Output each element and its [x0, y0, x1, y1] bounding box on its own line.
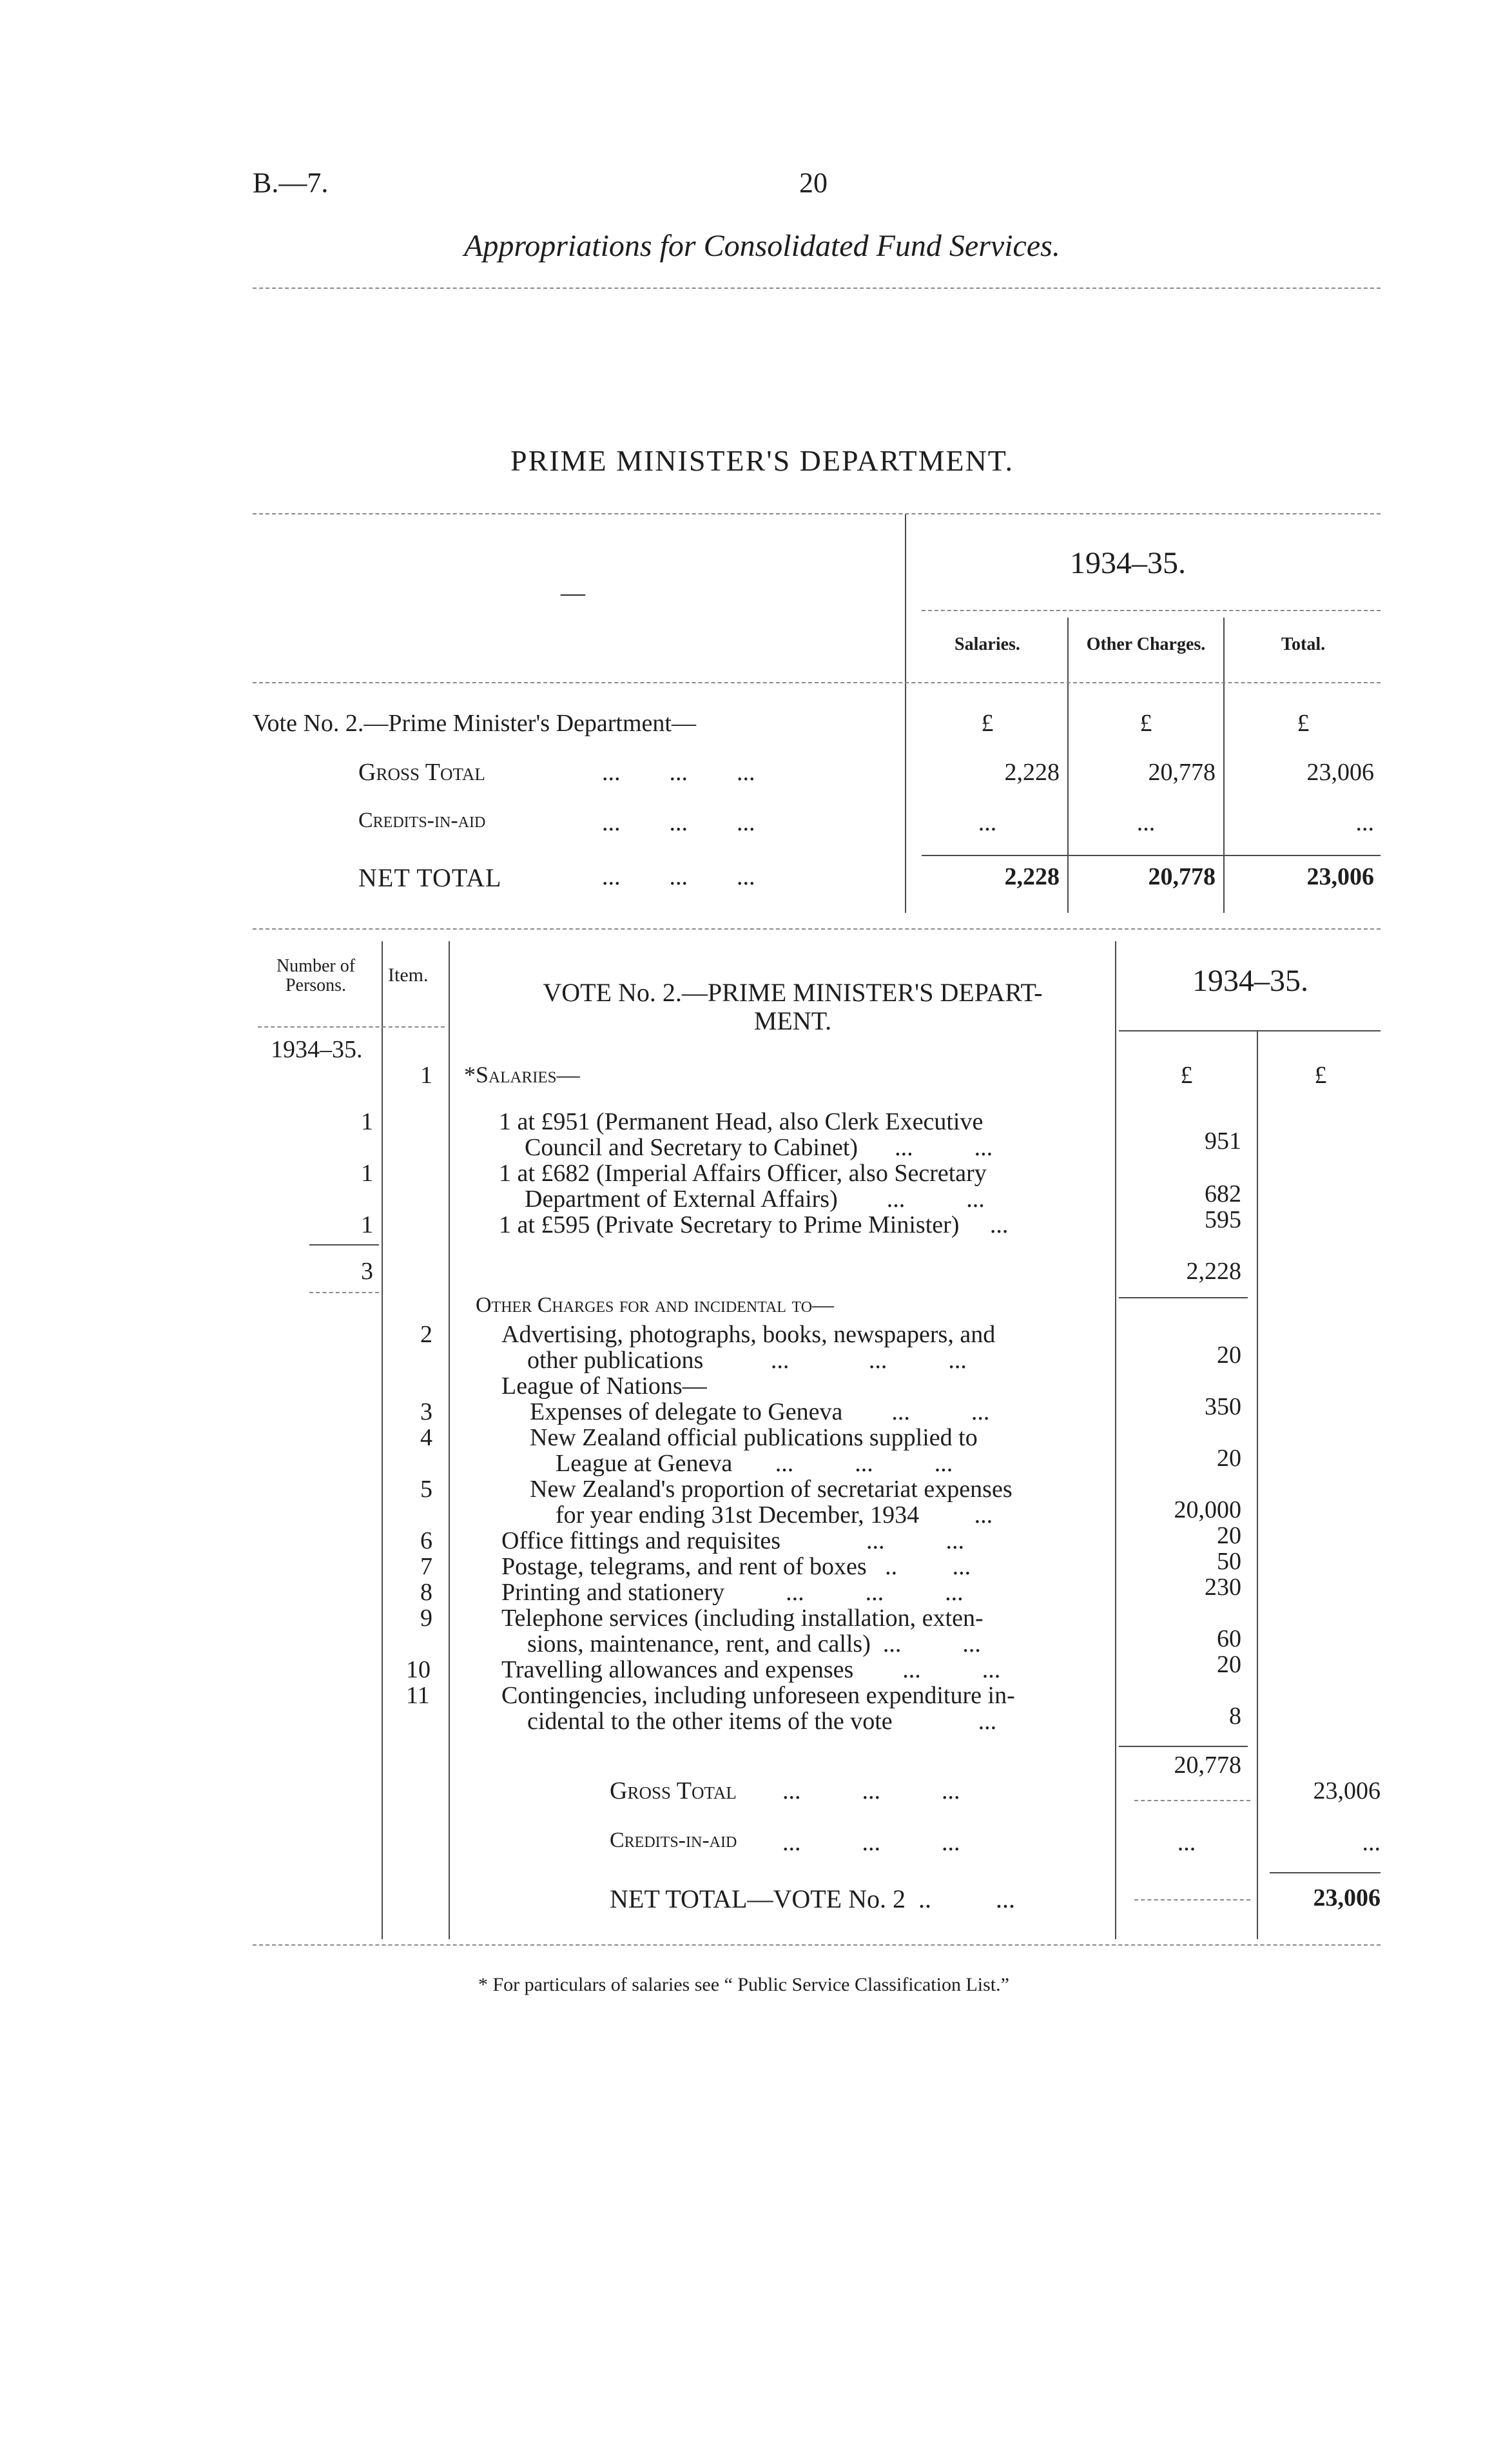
detail-vote-title-line1: VOTE No. 2.—PRIME MINISTER'S DEPART- [543, 978, 1043, 1007]
salaries-heading: *Salaries— [464, 1062, 580, 1088]
detail-divider-item [449, 941, 450, 1939]
col-header-total: Total. [1281, 634, 1326, 654]
detail-net-mid-rule [1134, 1899, 1250, 1900]
salary-persons: 1 [361, 1211, 373, 1238]
charge-text-cont: League at Geneva ... ... ... [556, 1450, 953, 1477]
charge-text-cont: cidental to the other items of the vote ... [527, 1708, 997, 1735]
charge-text: Telephone services (including installation, exten- [501, 1605, 984, 1632]
summary-top-rule [253, 513, 1381, 514]
summary-gross-other: 20,778 [1148, 759, 1216, 786]
detail-divider-amounts [1257, 1030, 1258, 1939]
charge-item: 9 [420, 1605, 432, 1632]
salary-text-cont: Council and Secretary to Cabinet) ... ... [525, 1134, 993, 1161]
other-total-rule-top [1119, 1746, 1248, 1747]
charge-text: Advertising, photographs, books, newspapers, and [501, 1321, 996, 1348]
other-charges-total: 20,778 [1174, 1752, 1241, 1779]
detail-pound-mid: £ [1180, 1062, 1193, 1089]
charge-text: New Zealand's proportion of secretariat expenses [530, 1476, 1013, 1503]
charge-amount: 230 [1205, 1574, 1241, 1601]
salaries-total-rule [1119, 1297, 1248, 1298]
charge-amount: 60 [1217, 1625, 1241, 1652]
detail-credits-dots: ... ... ... [782, 1829, 960, 1856]
charge-amount: 350 [1205, 1393, 1241, 1420]
summary-net-salaries: 2,228 [1004, 863, 1060, 890]
salary-persons: 1 [361, 1108, 373, 1135]
department-title: PRIME MINISTER'S DEPARTMENT. [510, 444, 1014, 477]
charge-text-cont: for year ending 31st December, 1934 ... [556, 1501, 993, 1529]
summary-pound-total: £ [1297, 710, 1310, 737]
salary-amount: 595 [1205, 1206, 1241, 1233]
detail-net-amount: 23,006 [1313, 1884, 1381, 1911]
persons-total: 3 [361, 1258, 373, 1285]
summary-divider-left [905, 514, 906, 913]
charge-amount: 20 [1217, 1342, 1241, 1369]
summary-credits-total: ... [1355, 809, 1374, 836]
summary-vote-label: Vote No. 2.—Prime Minister's Department— [253, 710, 696, 737]
salary-text: 1 at £682 (Imperial Affairs Officer, also Secretary [499, 1160, 987, 1187]
summary-credits-dots: ... ... ... [602, 809, 755, 836]
charge-text-cont: sions, maintenance, rent, and calls) ... ... [527, 1630, 981, 1657]
charge-item: 8 [420, 1579, 432, 1606]
detail-header-rule-persons [258, 1026, 445, 1028]
summary-gross-label: Gross Total [358, 759, 485, 786]
detail-bottom-rule [253, 1944, 1381, 1946]
detail-header-rule-amounts [1119, 1030, 1381, 1031]
detail-net-label: NET TOTAL—VOTE No. 2 .. ... [610, 1884, 1015, 1913]
summary-pound-other: £ [1139, 710, 1152, 737]
salary-text-cont: Department of External Affairs) ... ... [525, 1186, 985, 1213]
running-title: Appropriations for Consolidated Fund Services. [464, 229, 1060, 263]
detail-pound-right: £ [1314, 1062, 1327, 1089]
document-reference: B.—7. [253, 167, 329, 199]
persons-total-rule [309, 1244, 379, 1246]
charge-item: 6 [420, 1527, 432, 1554]
detail-gross-dots: ... ... ... [782, 1777, 960, 1804]
col-header-item: Item. [388, 964, 429, 986]
page-number: 20 [799, 167, 828, 199]
summary-net-total: 23,006 [1306, 863, 1374, 890]
charge-item: 7 [420, 1553, 432, 1580]
detail-divider-persons [382, 941, 383, 1939]
charge-text-cont: other publications ... ... ... [527, 1347, 967, 1374]
charge-text: Office fittings and requisites ... ... [501, 1527, 965, 1554]
summary-year-rule [922, 610, 1381, 611]
charge-item: 5 [420, 1476, 432, 1503]
detail-persons-year: 1934–35. [271, 1036, 363, 1063]
charge-amount: 20 [1217, 1445, 1241, 1472]
summary-net-dots: ... ... ... [602, 863, 755, 890]
charge-text: Contingencies, including unforeseen expenditure in- [501, 1682, 1015, 1709]
charge-amount: 20 [1217, 1522, 1241, 1549]
summary-credits-salaries: ... [978, 809, 997, 836]
charge-item: 2 [420, 1321, 432, 1348]
charge-text: Postage, telegrams, and rent of boxes .. ... [501, 1553, 971, 1580]
salary-persons: 1 [361, 1160, 373, 1187]
charge-amount: 50 [1217, 1548, 1241, 1575]
charge-amount: 20 [1217, 1651, 1241, 1678]
salary-text: 1 at £951 (Permanent Head, also Clerk Executive [499, 1108, 984, 1135]
summary-credits-other: ... [1136, 809, 1156, 836]
summary-net-other: 20,778 [1148, 863, 1216, 890]
summary-year: 1934–35. [1070, 546, 1186, 580]
col-header-salaries: Salaries. [955, 634, 1020, 654]
summary-bottom-rule [253, 928, 1381, 930]
other-charges-heading: Other Charges for and incidental to— [476, 1293, 835, 1317]
col-header-persons: Number of Persons. [276, 956, 356, 995]
charge-item: 11 [406, 1682, 430, 1709]
summary-header-rule [253, 682, 1381, 683]
detail-vote-title-line2: MENT. [753, 1006, 832, 1035]
summary-gross-salaries: 2,228 [1004, 759, 1060, 786]
charge-text: Printing and stationery ... ... ... [501, 1579, 964, 1606]
detail-net-rule [1270, 1872, 1381, 1873]
detail-credits-mid: ... [1177, 1829, 1196, 1856]
charge-amount: 20,000 [1174, 1496, 1241, 1523]
header-rule [253, 288, 1381, 289]
summary-credits-label: Credits-in-aid [358, 808, 486, 832]
summary-pound-salaries: £ [981, 710, 994, 737]
summary-divider-mid2 [1223, 618, 1225, 913]
salary-amount: 682 [1205, 1180, 1241, 1207]
salaries-total: 2,228 [1186, 1258, 1241, 1285]
detail-year: 1934–35. [1192, 964, 1308, 998]
salary-text: 1 at £595 (Private Secretary to Prime Minister) ... [499, 1211, 1009, 1238]
charge-text: League of Nations— [501, 1373, 707, 1400]
detail-credits-label: Credits-in-aid [610, 1828, 737, 1852]
detail-gross-label: Gross Total [610, 1777, 737, 1804]
detail-credits-amount: ... [1362, 1829, 1381, 1856]
charge-amount: 8 [1229, 1703, 1241, 1730]
charge-item: 4 [420, 1424, 432, 1451]
charge-text: New Zealand official publications supplied to [530, 1424, 978, 1451]
charge-item: 10 [406, 1656, 431, 1683]
summary-net-label: NET TOTAL [358, 863, 502, 892]
detail-gross-amount: 23,006 [1313, 1777, 1381, 1804]
summary-net-rule [922, 855, 1381, 856]
detail-divider-description [1115, 941, 1116, 1939]
col-header-other-charges: Other Charges. [1086, 634, 1206, 654]
other-total-rule [1134, 1800, 1250, 1801]
persons-bottom-rule [309, 1292, 379, 1293]
charge-text: Expenses of delegate to Geneva ... ... [530, 1398, 990, 1425]
footnote: * For particulars of salaries see “ Public Service Classification List.” [478, 1974, 1009, 1995]
charge-text: Travelling allowances and expenses ... ... [501, 1656, 1001, 1683]
summary-gross-dots: ... ... ... [602, 759, 755, 786]
summary-stub-dash: — [561, 580, 585, 607]
salaries-item-number: 1 [420, 1062, 432, 1089]
salary-amount: 951 [1205, 1128, 1241, 1155]
summary-gross-total: 23,006 [1306, 759, 1374, 786]
summary-divider-mid1 [1067, 618, 1069, 913]
charge-item: 3 [420, 1398, 432, 1425]
